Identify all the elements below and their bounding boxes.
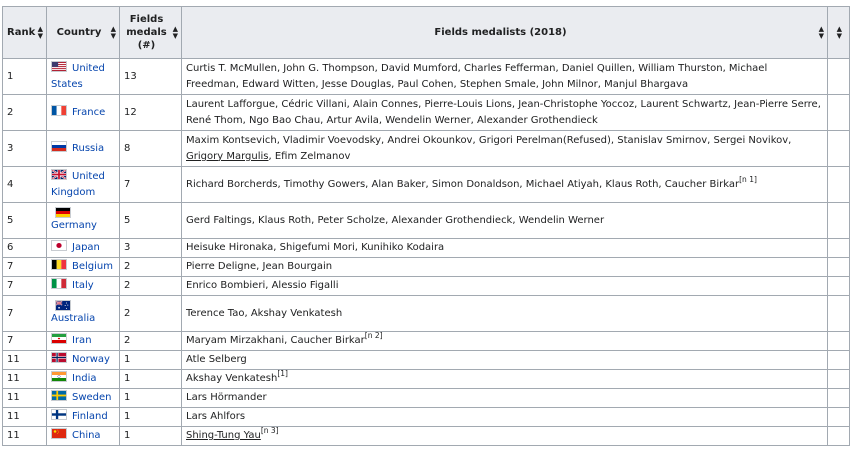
medals-cell: 1	[120, 351, 182, 370]
rank-cell: 11	[3, 408, 47, 427]
medalists-cell: Laurent Lafforgue, Cédric Villani, Alain Connes, Pierre-Louis Lions, Jean-Christophe Yoccoz, Laurent Schwartz, Jean-Pierre Serre, René Thom, Ngo Bao Chau, Artur Avila, Wendelin Werner, Alexander Grothendieck	[182, 95, 828, 131]
sort-icon: ▲ ▼	[37, 24, 43, 40]
medals-cell: 2	[120, 296, 182, 332]
rank-cell: 11	[3, 370, 47, 389]
australia-flag-icon	[55, 300, 71, 311]
belgium-flag-icon	[51, 259, 67, 270]
table-row	[3, 258, 850, 277]
medalist-link[interactable]: Shing-Tung Yau	[186, 430, 261, 441]
france-flag-icon	[51, 105, 67, 116]
country-link[interactable]: Finland	[72, 411, 108, 422]
extra-cell	[828, 239, 850, 258]
medals-header[interactable]	[120, 7, 182, 59]
medalists-cell	[182, 131, 828, 167]
header-row	[3, 7, 850, 59]
extra-cell	[828, 203, 850, 239]
country-cell	[47, 370, 120, 389]
table-row	[3, 332, 850, 351]
rank-cell: 7	[3, 258, 47, 277]
table-row	[3, 389, 850, 408]
rank-cell: 11	[3, 427, 47, 446]
country-cell	[47, 296, 120, 332]
extra-cell	[828, 427, 850, 446]
extra-cell	[828, 389, 850, 408]
rank-cell: 11	[3, 389, 47, 408]
germany-flag-icon	[55, 207, 71, 218]
country-cell	[47, 59, 120, 95]
medalists-header-label: Fields medalists (2018)	[434, 26, 567, 38]
table-row	[3, 95, 850, 131]
medalists-cell	[182, 332, 828, 351]
finland-flag-icon	[51, 409, 67, 420]
medalist-link[interactable]: Grigory Margulis	[186, 150, 269, 162]
table-row	[3, 351, 850, 370]
country-cell	[47, 131, 120, 167]
japan-flag-icon	[51, 240, 67, 251]
extra-cell	[828, 167, 850, 203]
country-cell	[47, 277, 120, 296]
medals-cell: 2	[120, 332, 182, 351]
russia-flag-icon	[51, 141, 67, 152]
medalists-cell: Terence Tao, Akshay Venkatesh	[182, 296, 828, 332]
country-link[interactable]: Japan	[72, 242, 100, 253]
fields-medal-table	[2, 6, 850, 446]
medalists-cell: Lars Hörmander	[182, 389, 828, 408]
medalists-cell	[182, 370, 828, 389]
country-link[interactable]: Belgium	[72, 261, 113, 272]
country-header[interactable]	[47, 7, 120, 59]
sort-icon: ▲ ▼	[836, 24, 842, 40]
italy-flag-icon	[51, 278, 67, 289]
medals-cell: 5	[120, 203, 182, 239]
medalists-text: Richard Borcherds, Timothy Gowers, Alan Baker, Simon Donaldson, Michael Atiyah, Klaus Roth, Caucher Birkar	[186, 178, 740, 190]
medals-cell: 2	[120, 258, 182, 277]
country-link[interactable]: India	[72, 373, 97, 384]
reference-note[interactable]: [n 2]	[364, 331, 383, 340]
country-link[interactable]: Sweden	[72, 392, 112, 403]
medals-cell: 12	[120, 95, 182, 131]
extra-cell	[828, 408, 850, 427]
country-link[interactable]: China	[72, 430, 101, 441]
table-row	[3, 296, 850, 332]
country-cell	[47, 258, 120, 277]
country-link[interactable]: France	[72, 106, 106, 118]
rank-cell: 7	[3, 332, 47, 351]
rank-cell: 6	[3, 239, 47, 258]
table-row	[3, 408, 850, 427]
medalists-cell: Atle Selberg	[182, 351, 828, 370]
country-cell	[47, 332, 120, 351]
country-link[interactable]: United States	[51, 62, 105, 90]
extra-cell	[828, 131, 850, 167]
country-link[interactable]: Russia	[72, 142, 105, 154]
medals-cell: 3	[120, 239, 182, 258]
table-row	[3, 167, 850, 203]
india-flag-icon	[51, 371, 67, 382]
medalists-cell: Curtis T. McMullen, John G. Thompson, David Mumford, Charles Fefferman, Daniel Quillen, William Thurston, Michael Freedman, Edward Witten, Jesse Douglas, Paul Cohen, Stephen Smale, John Milnor, Manjul Bhargava	[182, 59, 828, 95]
medalists-cell: Enrico Bombieri, Alessio Figalli	[182, 277, 828, 296]
country-cell	[47, 427, 120, 446]
medals-cell: 2	[120, 277, 182, 296]
medalists-cell	[182, 427, 828, 446]
sort-icon: ▲ ▼	[818, 24, 824, 40]
rank-header-label: Rank	[7, 26, 36, 38]
sort-icon: ▲ ▼	[172, 24, 178, 40]
medalists-cell: Gerd Faltings, Klaus Roth, Peter Scholze, Alexander Grothendieck, Wendelin Werner	[182, 203, 828, 239]
extra-cell	[828, 370, 850, 389]
medalists-cell: Pierre Deligne, Jean Bourgain	[182, 258, 828, 277]
medals-header-line1: Fields	[129, 14, 164, 25]
rank-cell: 5	[3, 203, 47, 239]
country-link[interactable]: Australia	[51, 313, 96, 324]
medals-cell: 1	[120, 427, 182, 446]
united-states-flag-icon	[51, 61, 67, 72]
reference-note[interactable]: [n 3]	[260, 426, 279, 435]
country-header-label: Country	[56, 26, 102, 38]
united-kingdom-flag-icon	[51, 169, 67, 180]
medalists-text: Maxim Kontsevich, Vladimir Voevodsky, Andrei Okounkov, Grigori Perelman(Refused), Stanislav Smirnov, Sergei Novikov,	[186, 134, 792, 146]
reference-note[interactable]: [n 1]	[739, 174, 757, 184]
table-row	[3, 427, 850, 446]
medals-cell: 1	[120, 389, 182, 408]
table-row	[3, 370, 850, 389]
country-cell	[47, 95, 120, 131]
medalists-text: , Efim Zelmanov	[268, 150, 351, 162]
table-row	[3, 203, 850, 239]
country-cell	[47, 408, 120, 427]
rank-cell: 1	[3, 59, 47, 95]
rank-cell: 11	[3, 351, 47, 370]
medals-header-line2: medals	[126, 27, 167, 38]
country-cell	[47, 167, 120, 203]
table-row	[3, 131, 850, 167]
reference-note[interactable]: [1]	[277, 369, 288, 378]
country-cell	[47, 203, 120, 239]
sort-icon: ▲ ▼	[110, 24, 116, 40]
norway-flag-icon	[51, 352, 67, 363]
medals-cell: 7	[120, 167, 182, 203]
country-link[interactable]: United Kingdom	[51, 170, 105, 198]
extra-cell	[828, 296, 850, 332]
extra-header[interactable]	[828, 7, 850, 59]
rank-cell: 7	[3, 277, 47, 296]
extra-cell	[828, 95, 850, 131]
rank-header[interactable]	[3, 7, 47, 59]
table-row	[3, 239, 850, 258]
sweden-flag-icon	[51, 390, 67, 401]
extra-cell	[828, 258, 850, 277]
extra-cell	[828, 332, 850, 351]
medals-cell: 1	[120, 408, 182, 427]
country-cell	[47, 389, 120, 408]
medals-cell: 8	[120, 131, 182, 167]
rank-cell: 2	[3, 95, 47, 131]
table-row	[3, 277, 850, 296]
medalists-cell: Lars Ahlfors	[182, 408, 828, 427]
extra-cell	[828, 59, 850, 95]
medals-cell: 1	[120, 370, 182, 389]
medals-cell: 13	[120, 59, 182, 95]
medalists-cell: Heisuke Hironaka, Shigefumi Mori, Kunihiko Kodaira	[182, 239, 828, 258]
medalists-text: Maryam Mirzakhani, Caucher Birkar	[186, 335, 365, 346]
medal-table-container	[2, 6, 850, 446]
medalists-text: Akshay Venkatesh	[186, 373, 278, 384]
rank-cell: 3	[3, 131, 47, 167]
country-cell	[47, 351, 120, 370]
iran-flag-icon	[51, 333, 67, 344]
rank-cell: 7	[3, 296, 47, 332]
medals-header-line3: (#)	[137, 40, 156, 51]
medalists-header[interactable]	[182, 7, 828, 59]
extra-cell	[828, 277, 850, 296]
extra-cell	[828, 351, 850, 370]
country-link[interactable]: Germany	[51, 220, 97, 231]
country-link[interactable]: Iran	[72, 335, 92, 346]
rank-cell: 4	[3, 167, 47, 203]
medalists-cell	[182, 167, 828, 203]
table-row	[3, 59, 850, 95]
country-cell	[47, 239, 120, 258]
country-link[interactable]: Norway	[72, 354, 110, 365]
china-flag-icon	[51, 428, 67, 439]
country-link[interactable]: Italy	[72, 280, 94, 291]
